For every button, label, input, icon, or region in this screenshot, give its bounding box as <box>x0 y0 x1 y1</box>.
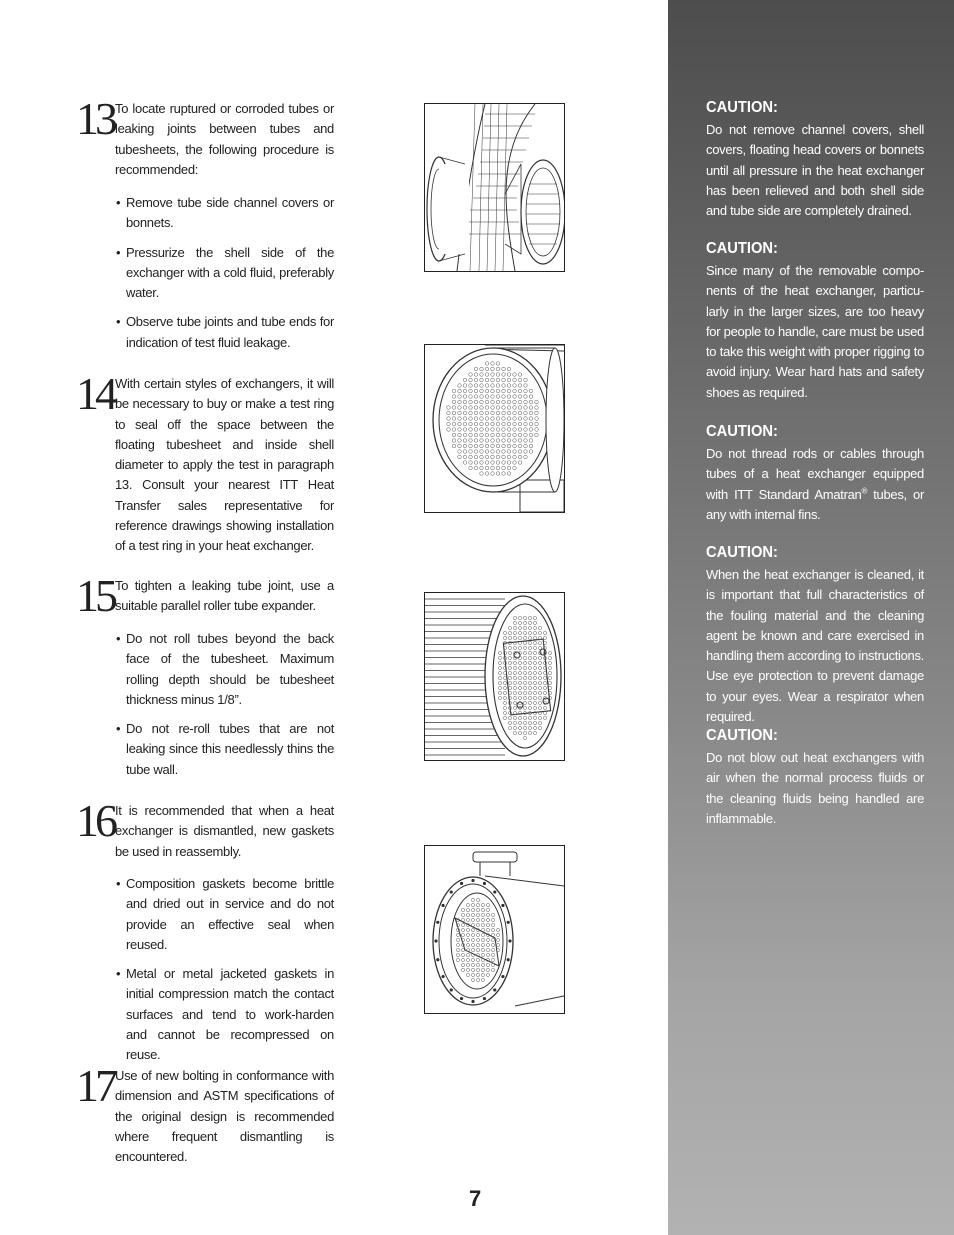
caution-block-4 <box>706 544 924 727</box>
step-number: 13 <box>76 93 114 144</box>
caution-block-2 <box>706 240 924 403</box>
bullet-item: • Do not roll tubes beyond the back face of the tubesheet. Maximum rolling depth should be tubesheet thickness minus 1/8”. <box>116 629 334 710</box>
bullet-item: • Composition gaskets become brittle and dried out in service and do not provide an effective seal when reused. <box>116 874 334 955</box>
page-number: 7 <box>469 1186 482 1211</box>
caution-block-5 <box>706 727 924 829</box>
step-13 <box>76 93 334 180</box>
step-16 <box>76 795 334 862</box>
step-text: To tighten a leaking tube joint, use a suitable parallel roller tube expander. <box>115 578 334 614</box>
caution-text: When the heat exchanger is cleaned, it is important that full characteristics of the fouling material and the cleaning agent be known and care exercised in handling them according to instructions. Use eye protection to prevent damage to your eyes. Wear a respirator when required. <box>706 567 924 725</box>
caution-heading: CAUTION: <box>706 99 778 116</box>
step-14 <box>76 368 334 557</box>
step-15 <box>76 570 334 621</box>
step-number: 16 <box>76 795 114 846</box>
caution-heading: CAUTION: <box>706 423 778 440</box>
tube-expander-illustration <box>424 592 565 761</box>
step-text: Use of new bolting in conformance with dimension and ASTM specifications of the original design is recommended where frequent dismantling is encountered. <box>115 1068 334 1165</box>
caution-block-1 <box>706 99 924 221</box>
step-text: To locate ruptured or corroded tubes or leaking joints between tubes and tubesheets, the following procedure is recommended: <box>115 101 334 177</box>
bullet-item: • Metal or metal jacketed gaskets in initial compression match the contact surfaces and tend to work-harden and cannot be recompressed on reuse. <box>116 964 334 1065</box>
caution-text: Do not blow out heat exchangers with air when the normal process fluids or the cleaning fluids being handled are inflammable. <box>706 750 924 826</box>
step-17 <box>76 1060 334 1167</box>
bullet-item: • Pressurize the shell side of the exchanger with a cold fluid, preferably water. <box>116 243 334 304</box>
bullet-item: • Do not re-roll tubes that are not leaking since this needlessly thins the tube wall. <box>116 719 334 780</box>
tube-bundle-illustration <box>424 103 565 272</box>
channel-cover-flange-illustration <box>424 845 565 1014</box>
caution-block-3 <box>706 423 924 525</box>
caution-text <box>706 444 924 525</box>
bullet-item: • Observe tube joints and tube ends for indication of test fluid leakage. <box>116 312 334 353</box>
caution-text: Do not remove channel covers, shell covers, floating head covers or bonnets until all pressure in the heat exchanger has been relieved and both shell side and tube side are completely drained. <box>706 122 924 219</box>
step-text: It is recommended that when a heat exchanger is dismantled, new gaskets be used in reassembly. <box>115 803 334 859</box>
registered-mark: ® <box>861 486 868 496</box>
caution-heading: CAUTION: <box>706 544 778 561</box>
step-text: With certain styles of exchangers, it will be necessary to buy or make a test ring to seal off the space between the floating tubesheet and inside shell diameter to apply the test in paragraph 13. Consult your nearest ITT Heat Transfer sales representative for reference drawings showing installation of a test ring in your heat exchanger. <box>115 376 334 554</box>
caution-text-part: tubes, or any with internal fins. <box>706 486 924 522</box>
caution-heading: CAUTION: <box>706 240 778 257</box>
caution-text: Since many of the removable compo-nents of the heat exchanger, particu-larly in the larger sizes, are too heavy for people to handle, care must be used to take this weight with proper rigging to avoid injury. Wear hard hats and safety shoes as required. <box>706 263 924 400</box>
step-13-bullets <box>116 193 334 362</box>
step-number: 14 <box>76 368 114 419</box>
caution-text-part: Do not thread rods or cables through tubes of a heat exchanger equipped with ITT Standard Amatran <box>706 446 924 502</box>
bullet-item: • Remove tube side channel covers or bonnets. <box>116 193 334 234</box>
step-number: 15 <box>76 570 114 621</box>
step-16-bullets <box>116 874 334 1075</box>
caution-heading: CAUTION: <box>706 727 778 744</box>
step-number: 17 <box>76 1060 114 1111</box>
step-15-bullets <box>116 629 334 789</box>
tubesheet-on-stand-illustration <box>424 344 565 513</box>
